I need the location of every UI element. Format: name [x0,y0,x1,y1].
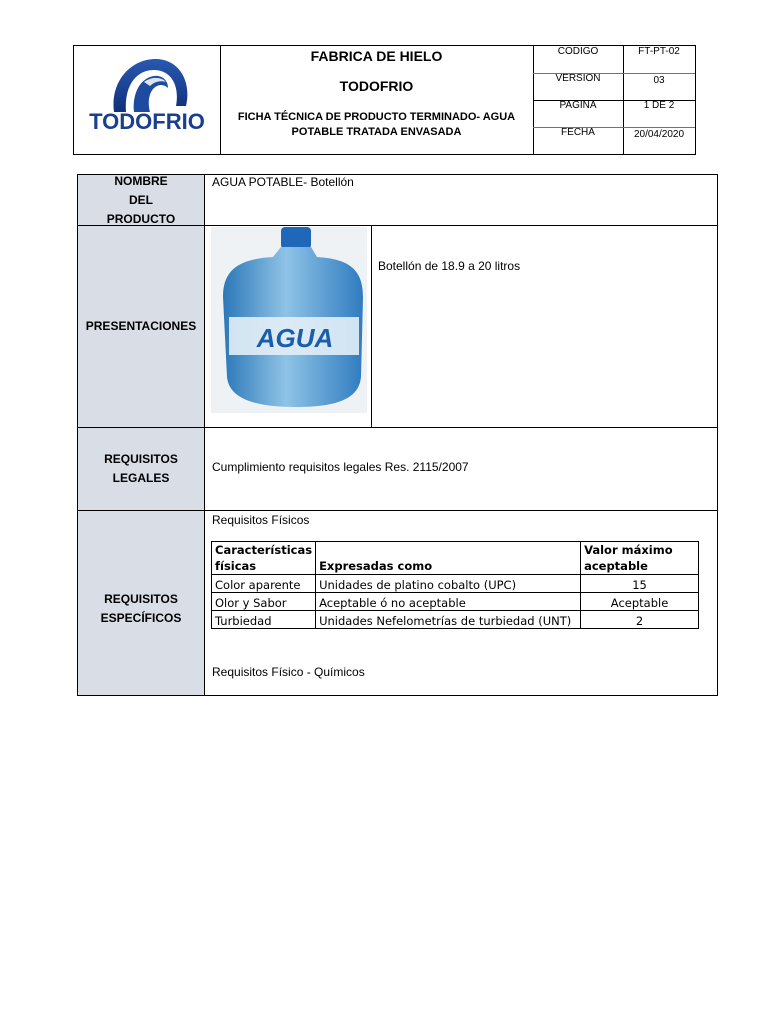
label-nombre: NOMBRE DEL PRODUCTO [78,175,205,225]
meta-codigo: CODIGO FT-PT-02 [557,46,680,57]
value-nombre: AGUA POTABLE- Botellón [212,175,354,189]
fisicos-title: Requisitos Físicos [212,513,310,527]
label-presentaciones: PRESENTACIONES [78,226,205,427]
brand-name: TODOFRIO [339,78,414,94]
value-legales: Cumplimiento requisitos legales Res. 2115/2007 [212,460,469,474]
title-cell [220,46,534,154]
label-especificos: REQUISITOS ESPECÍFICOS [78,511,205,695]
product-spec-table [77,174,718,696]
table-row: Olor y Sabor Aceptable ó no aceptable Aceptable [212,593,699,611]
meta-pagina: PAGINA 1 DE 2 [559,100,675,111]
logo-cell [74,46,221,154]
document-meta [533,46,695,154]
physical-requirements-table [211,541,699,629]
bottle-image [211,227,367,413]
meta-fecha: FECHA 20/04/2020 [561,127,685,140]
todofrio-logo [74,46,220,154]
meta-version: VERSION 03 [555,73,665,86]
document-title: FICHA TÉCNICA DE PRODUCTO TERMINADO- AGUA POTABLE TRATADA ENVASADA [237,111,516,138]
svg-text:TODOFRIO: TODOFRIO [89,109,205,134]
value-presentaciones: Botellón de 18.9 a 20 litros [378,259,521,273]
company-name: FABRICA DE HIELO [310,48,443,64]
svg-text:AGUA: AGUA [256,323,334,353]
table-header-row: Características físicas Expresadas como Valor máximo aceptable [212,542,699,575]
document-header [73,45,696,155]
table-row: Color aparente Unidades de platino cobalto (UPC) 15 [212,575,699,593]
label-legales: REQUISITOS LEGALES [78,428,205,510]
fisico-quimicos-title: Requisitos Físico - Químicos [212,665,365,679]
table-row: Turbiedad Unidades Nefelometrías de turbiedad (UNT) 2 [212,611,699,629]
